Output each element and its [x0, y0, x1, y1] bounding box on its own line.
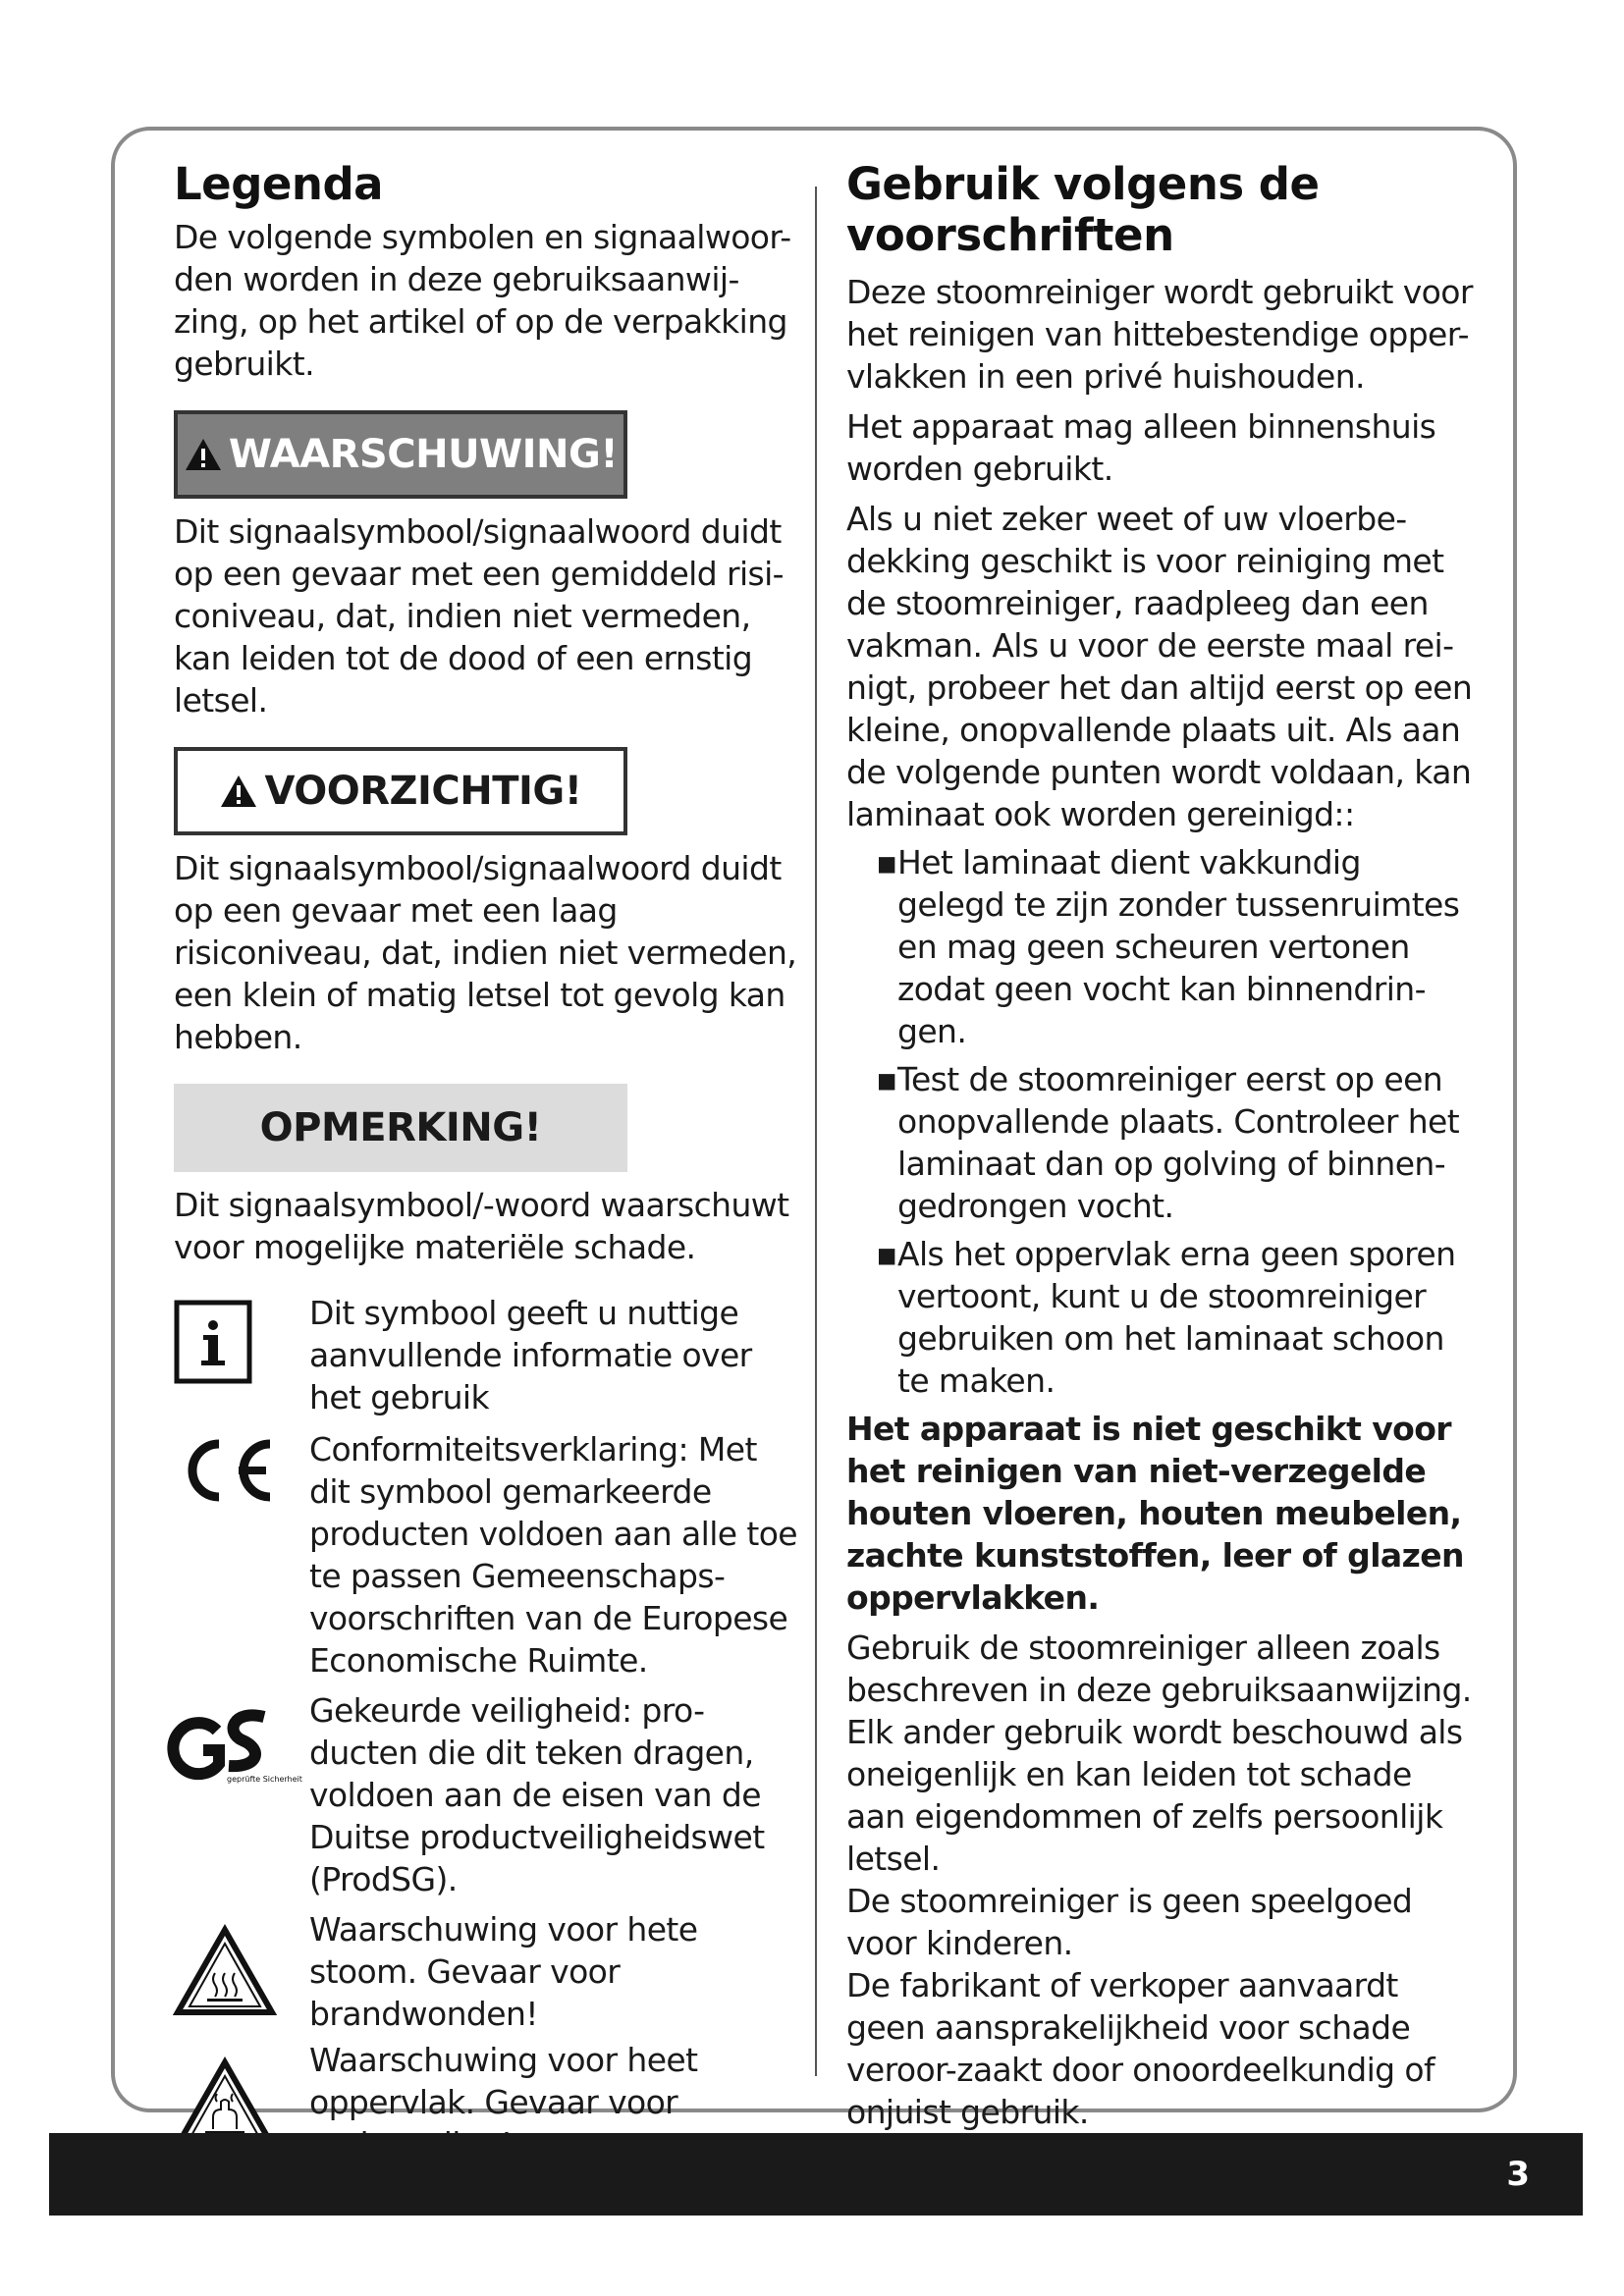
page-number: 3 [1506, 2155, 1530, 2194]
symbol-row-hot-steam [174, 1908, 802, 2035]
bullet-icon: ▪ [876, 843, 897, 881]
info-icon [174, 1300, 252, 1384]
symbol-row-info [174, 1292, 802, 1418]
list-item: ▪ Test de stoomreiniger eerst op een onopvallende plaats. Controleer het laminaat dan op golving of binnen-gedrongen vocht. [876, 1060, 1460, 1225]
symbol-text: Waarschuwing voor heet oppervlak. Gevaar voor [309, 2041, 698, 2121]
symbol-row-ce [174, 1428, 802, 1682]
note-text: Dit signaalsymbool/-woord waarschuwt voor mogelijke materiële schade. [174, 1186, 789, 1266]
list-item: ▪ Het laminaat dient vakkundig gelegd te zijn zonder tussenruimtes en mag geen scheuren vertonen zodat geen vocht kan binnendrin-gen. [876, 843, 1460, 1050]
warning-signal-box [174, 410, 627, 499]
note-signal-box [174, 1084, 627, 1172]
legend-intro: De volgende symbolen en signaalwoor-den worden in deze gebruiksaanwij-zing, op het artikel of op de verpakking gebruikt. [174, 218, 791, 383]
warning-label: WAARSCHUWING! [228, 432, 619, 477]
intended-use-p6: De fabrikant of verkoper aanvaardt geen aansprakelijkheid voor schade veroor-zaakt door onoordeelkundig of onjuist gebruik. [846, 1966, 1435, 2131]
warning-text: Dit signaalsymbool/signaalwoord duidt op een gevaar met een gemiddeld risi-coniveau, dat, indien niet vermeden, kan leiden tot de dood of een ernstig letsel. [174, 512, 784, 720]
caution-signal-box [174, 747, 627, 835]
legend-heading: Legenda [174, 158, 384, 210]
intended-use-heading: Gebruik volgens de voorschriften [846, 158, 1320, 261]
ce-mark-icon [174, 1436, 276, 1505]
bullet-icon: ▪ [876, 1235, 897, 1273]
intended-use-p2: Het apparaat mag alleen binnenshuis worden gebruikt. [846, 407, 1436, 488]
unsuitable-surfaces-note: Het apparaat is niet geschikt voor het reinigen van niet-verzegelde houten vloeren, houten meubelen, zachte kunststoffen, leer of glazen oppervlakken. [846, 1410, 1464, 1617]
legend-column [174, 159, 802, 2165]
hot-steam-warning-icon [174, 1926, 276, 2016]
column-divider [815, 187, 817, 2076]
symbol-text: Gekeurde veiligheid: pro-ducten die dit teken dragen, voldoen aan de eisen van de Duitse productveiligheidswet (ProdSG). [309, 1691, 765, 1898]
intended-use-p3: Als u niet zeker weet of uw vloerbe-dekking geschikt is voor reiniging met de stoomreiniger, raadpleeg dan een vakman. Als u voor de eerste maal rei-nigt, probeer het dan altijd eerst op een kleine, onopvallende plaats uit. Als aan de volgende punten wordt voldaan, kan laminaat ook worden gereinigd:: [846, 500, 1473, 833]
caution-triangle-icon [219, 774, 258, 809]
laminate-conditions-list [846, 841, 1475, 1402]
gs-small-text: geprüfte Sicherheit [227, 1775, 302, 1784]
gs-mark-icon [174, 1703, 302, 1793]
caution-label: VOORZICHTIG! [264, 769, 582, 814]
caution-text: Dit signaalsymbool/signaalwoord duidt op een gevaar met een laag risiconiveau, dat, indien niet vermeden, een klein of matig letsel tot gevolg kan hebben. [174, 849, 797, 1056]
symbol-text: Dit symbool geeft u nuttige aanvullende informatie over het gebruik [309, 1294, 752, 1416]
symbol-text: Conformiteitsverklaring: Met dit symbool gemarkeerde producten voldoen aan alle toe te passen Gemeenschaps-voorschriften van de Europese Economische Ruimte. [309, 1430, 797, 1680]
intended-use-p1: Deze stoomreiniger wordt gebruikt voor het reinigen van hittebestendige opper-vlakken in een privé huishouden. [846, 273, 1473, 396]
intended-use-p4: Gebruik de stoomreiniger alleen zoals beschreven in deze gebruiksaanwijzing. Elk ander gebruik wordt beschouwd als oneigenlijk en kan leiden tot schade aan eigendommen of zelfs persoonlijk letsel. [846, 1629, 1472, 1878]
bullet-icon: ▪ [876, 1060, 897, 1098]
warning-triangle-icon [184, 437, 223, 472]
footer-bar [49, 2133, 1583, 2216]
symbol-row-gs [174, 1689, 802, 1900]
list-item: ▪ Als het oppervlak erna geen sporen vertoont, kunt u de stoomreiniger gebruiken om het laminaat schoon te maken. [876, 1235, 1456, 1400]
symbol-text: Waarschuwing voor hete stoom. Gevaar voor brandwonden! [309, 1910, 698, 2033]
intended-use-p5: De stoomreiniger is geen speelgoed voor kinderen. [846, 1882, 1413, 1962]
intended-use-column [846, 159, 1475, 2133]
note-label: OPMERKING! [259, 1105, 542, 1150]
